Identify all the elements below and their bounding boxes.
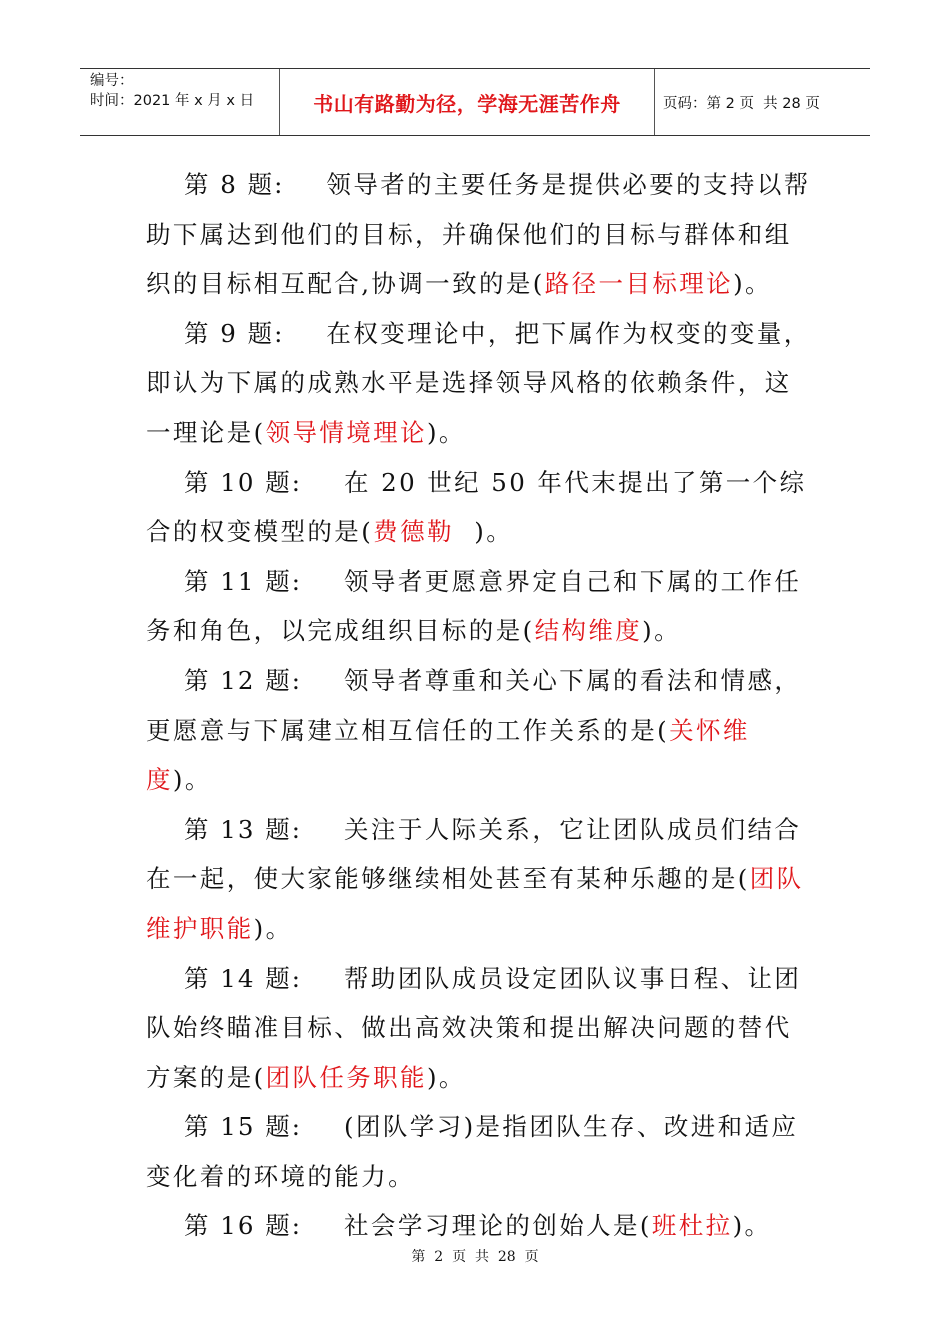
question-tail: )。 xyxy=(733,269,772,299)
answer-text: 关怀维度 xyxy=(146,715,750,795)
question-16 xyxy=(146,1201,811,1251)
answer-text: 路径一目标理论 xyxy=(544,269,734,299)
answer-text: 班杜拉 xyxy=(651,1211,733,1241)
header-page-code: 页码：第 2 页 共 28 页 xyxy=(663,95,820,112)
question-list xyxy=(146,160,811,1251)
question-tail: )。 xyxy=(253,913,293,943)
question-text: 在权变理论中，把下属作为权变的变量，即认为下属的成熟水平是选择领导风格的依赖条件，这一理论是( xyxy=(146,318,811,447)
question-number: 第 13 题: xyxy=(184,814,303,844)
question-15 xyxy=(146,1102,811,1201)
question-number: 第 16 题: xyxy=(184,1211,303,1241)
question-tail: )。 xyxy=(172,765,212,795)
answer-text: 结构维度 xyxy=(534,616,643,646)
answer-text: 费德勒 xyxy=(373,517,475,547)
question-text: 领导者更愿意界定自己和下属的工作任务和角色，以完成组织目标的是( xyxy=(146,566,802,646)
question-number: 第 14 题: xyxy=(184,963,303,993)
document-header xyxy=(80,68,870,136)
question-number: 第 10 题: xyxy=(184,467,303,497)
question-12 xyxy=(146,656,811,805)
question-text: 帮助团队成员设定团队议事日程、让团队始终瞄准目标、做出高效决策和提出解决问题的替代方案的是( xyxy=(146,963,802,1092)
question-text: 在 20 世纪 50 年代末提出了第一个综合的权变模型的是( xyxy=(146,467,807,547)
question-11 xyxy=(146,557,811,656)
question-number: 第 8 题: xyxy=(184,170,285,199)
question-text: 领导者尊重和关心下属的看法和情感，更愿意与下属建立相互信任的工作关系的是( xyxy=(146,665,802,745)
header-meta xyxy=(80,69,280,135)
question-text: (团队学习)是指团队生存、改进和适应变化着的环境的能力。 xyxy=(146,1112,799,1191)
question-text: 社会学习理论的创始人是( xyxy=(344,1211,652,1241)
question-number: 第 15 题: xyxy=(184,1112,303,1142)
time-label: 时间：2021 年 x 月 x 日 xyxy=(90,93,255,109)
header-motto: 书山有路勤为径，学海无涯苦作舟 xyxy=(280,69,655,135)
question-number: 第 11 题: xyxy=(184,566,303,596)
question-10 xyxy=(146,458,811,557)
question-number: 第 9 题: xyxy=(184,318,285,348)
question-8 xyxy=(146,160,811,309)
question-tail: )。 xyxy=(474,517,514,547)
question-9 xyxy=(146,309,811,458)
question-tail: )。 xyxy=(426,1062,466,1092)
question-tail: )。 xyxy=(426,417,466,447)
question-tail: )。 xyxy=(732,1211,772,1241)
question-13 xyxy=(146,805,811,954)
page-footer: 第 2 页 共 28 页 xyxy=(411,1249,539,1265)
answer-text: 团队任务职能 xyxy=(265,1062,427,1092)
question-text: 领导者的主要任务是提供必要的支持以帮助下属达到他们的目标，并确保他们的目标与群体和组织的目标相互配合,协调一致的是( xyxy=(146,170,811,299)
number-label: 编号： xyxy=(90,73,134,89)
question-number: 第 12 题: xyxy=(184,665,303,695)
question-14 xyxy=(146,954,811,1103)
question-tail: )。 xyxy=(642,616,682,646)
question-text: 关注于人际关系，它让团队成员们结合在一起，使大家能够继续相处甚至有某种乐趣的是( xyxy=(146,814,802,894)
answer-text: 团队维护职能 xyxy=(146,864,804,943)
answer-text: 领导情境理论 xyxy=(265,417,427,447)
